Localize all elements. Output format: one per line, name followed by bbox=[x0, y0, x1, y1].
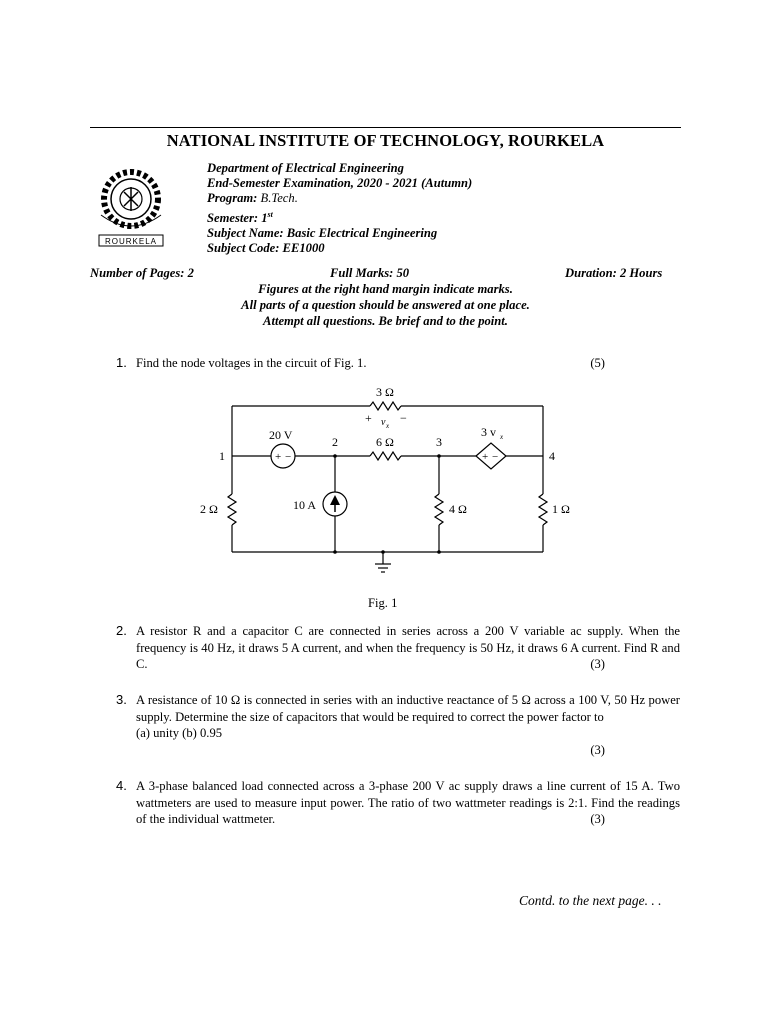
institute-title: NATIONAL INSTITUTE OF TECHNOLOGY, ROURKELA bbox=[166, 131, 605, 150]
label-1-ohm: 1 Ω bbox=[552, 502, 570, 516]
exam-details bbox=[207, 161, 472, 256]
question-subparts: (a) unity (b) 0.95 bbox=[136, 726, 223, 741]
question-1 bbox=[116, 355, 680, 372]
label-10a: 10 A bbox=[293, 498, 317, 512]
number-of-pages: Number of Pages: 2 bbox=[90, 266, 194, 280]
instruction-line: Figures at the right hand margin indicate marks. bbox=[258, 282, 513, 296]
figure-caption: Fig. 1 bbox=[368, 596, 398, 610]
label-3vx: 3 v bbox=[481, 425, 496, 439]
label-6-ohm: 6 Ω bbox=[376, 435, 394, 449]
question-2 bbox=[116, 623, 680, 673]
full-marks: Full Marks: 50 bbox=[330, 266, 410, 280]
department: Department of Electrical Engineering bbox=[207, 161, 404, 175]
question-text: A 3-phase balanced load connected across a 3-phase 200 V ac supply draws a line current of 15 A. Two wattmeters are used to measure input power. The ratio of two wattmeter readings is 2:1. Find the readings of the individual wattmeter. bbox=[136, 779, 680, 827]
continued-note: Contd. to the next page. . . bbox=[519, 893, 662, 908]
question-text: Find the node voltages in the circuit of Fig. 1. bbox=[136, 356, 367, 370]
question-marks: (5) bbox=[590, 356, 605, 370]
label-3-ohm: 3 Ω bbox=[376, 385, 394, 399]
svg-text:−: − bbox=[285, 451, 292, 463]
svg-text:+: + bbox=[275, 451, 282, 463]
semester: Semester: 1st bbox=[207, 209, 273, 225]
question-marks: (3) bbox=[590, 743, 605, 757]
svg-text:+: + bbox=[482, 451, 489, 463]
logo-text: ROURKELA bbox=[104, 237, 158, 246]
duration: Duration: 2 Hours bbox=[565, 266, 663, 280]
label-vx-sub: x bbox=[386, 422, 390, 430]
question-text: A resistor R and a capacitor C are connected in series across a 200 V variable ac supply. When the frequency is 40 Hz, it draws 5 A current, and when the frequency is 50 Hz, it draws 6 A current. Find R and C. bbox=[136, 624, 680, 672]
label-plus: + bbox=[365, 411, 372, 425]
node-3: 3 bbox=[436, 435, 442, 449]
institute-logo bbox=[93, 165, 169, 248]
question-3 bbox=[116, 692, 680, 757]
header-rule bbox=[90, 127, 681, 128]
label-4-ohm: 4 Ω bbox=[449, 502, 467, 516]
instruction-line: Attempt all questions. Be brief and to the point. bbox=[263, 314, 508, 328]
question-4 bbox=[116, 778, 680, 828]
program: Program: B.Tech. bbox=[207, 191, 298, 206]
label-3vx-sub: x bbox=[500, 433, 504, 441]
label-vx: v bbox=[381, 417, 386, 428]
label-2-ohm: 2 Ω bbox=[200, 502, 218, 516]
node-1: 1 bbox=[219, 449, 225, 463]
instructions bbox=[90, 281, 681, 329]
circuit-diagram bbox=[195, 384, 580, 584]
question-marks: (3) bbox=[590, 657, 605, 671]
question-marks: (3) bbox=[590, 812, 605, 826]
question-number: 1. bbox=[116, 355, 127, 370]
subject-name: Subject Name: Basic Electrical Engineering bbox=[207, 226, 438, 240]
instruction-line: All parts of a question should be answered at one place. bbox=[241, 298, 530, 312]
question-number: 3. bbox=[116, 692, 127, 707]
question-text: A resistance of 10 Ω is connected in series with an inductive reactance of 5 Ω across a 100 V, 50 Hz power supply. Determine the size of capacitors that would be required to correct the power factor to bbox=[136, 693, 680, 724]
question-number: 4. bbox=[116, 778, 127, 793]
svg-text:−: − bbox=[492, 451, 499, 463]
question-number: 2. bbox=[116, 623, 127, 638]
subject-code: Subject Code: EE1000 bbox=[207, 241, 325, 256]
label-20v: 20 V bbox=[269, 428, 293, 442]
label-minus: − bbox=[400, 411, 407, 425]
node-2: 2 bbox=[332, 435, 338, 449]
node-4: 4 bbox=[549, 449, 555, 463]
exam-name: End-Semester Examination, 2020 - 2021 (Autumn) bbox=[207, 176, 473, 191]
